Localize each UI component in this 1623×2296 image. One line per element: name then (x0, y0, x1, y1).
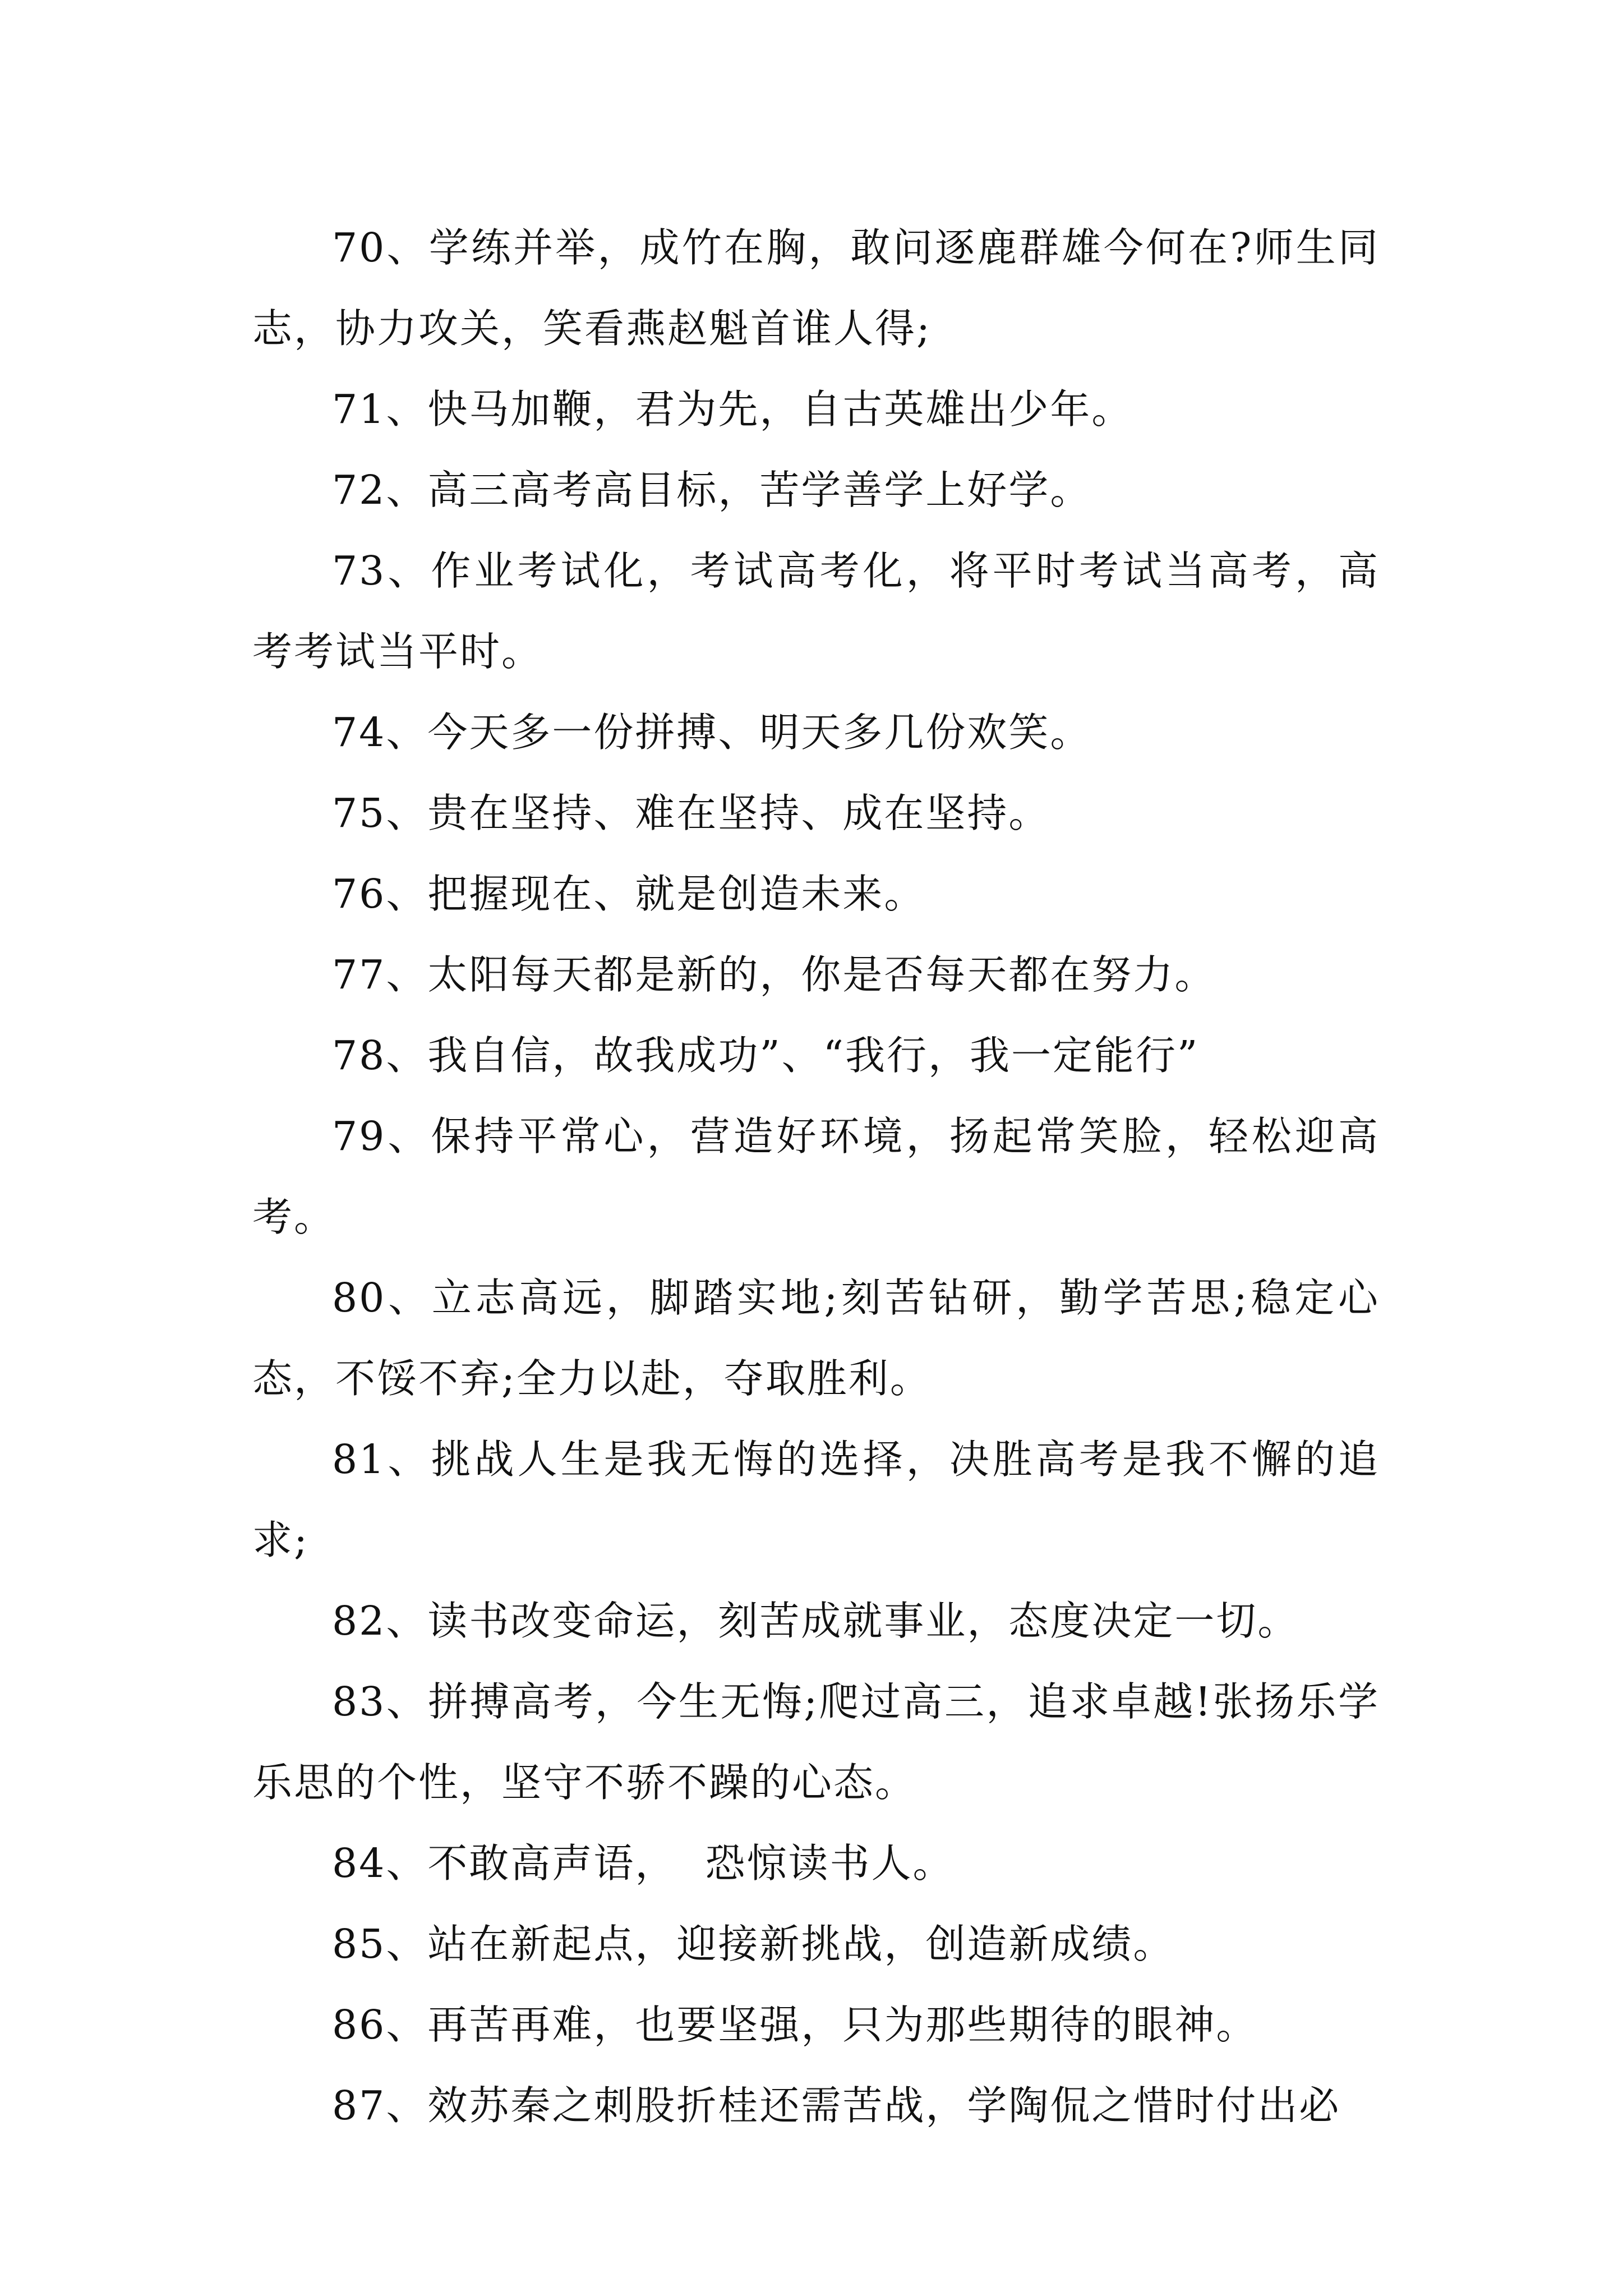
paragraph-76: 76、把握现在、就是创造未来。 (332, 871, 926, 917)
paragraph-84: 84、不敢高声语， 恐惊读书人。 (332, 1840, 955, 1887)
paragraph-71: 71、快马加鞭，君为先，自古英雄出少年。 (332, 386, 1133, 432)
paragraph-75: 75、贵在坚持、难在坚持、成在坚持。 (332, 790, 1050, 836)
paragraph-72: 72、高三高考高目标，苦学善学上好学。 (332, 467, 1092, 513)
paragraph-74: 74、今天多一份拼搏、明天多几份欢笑。 (332, 709, 1092, 756)
document-body (252, 208, 1380, 2146)
paragraph-80: 80、立志高远，脚踏实地;刻苦钻研，勤学苦思;稳定心态，不馁不弃;全力以赴，夺取胜利。 (252, 1274, 1380, 1402)
paragraph-70: 70、学练并举，成竹在胸，敢问逐鹿群雄今何在?师生同志，协力攻关，笑看燕赵魁首谁人得; (252, 224, 1380, 352)
paragraph-87: 87、效苏秦之刺股折桂还需苦战，学陶侃之惜时付出必 (332, 2082, 1341, 2129)
paragraph-81: 81、挑战人生是我无悔的选择，决胜高考是我不懈的追求; (252, 1436, 1380, 1563)
paragraph-77: 77、太阳每天都是新的，你是否每天都在努力。 (332, 951, 1216, 998)
paragraph-86: 86、再苦再难，也要坚强，只为那些期待的眼神。 (332, 2001, 1258, 2048)
paragraph-82: 82、读书改变命运，刻苦成就事业，态度决定一切。 (332, 1598, 1299, 1644)
paragraph-83: 83、拼搏高考，今生无悔;爬过高三，追求卓越!张扬乐学乐思的个性，坚守不骄不躁的心态。 (252, 1678, 1380, 1806)
paragraph-78: 78、我自信，故我成功”、“我行，我一定能行” (332, 1032, 1200, 1079)
paragraph-73: 73、作业考试化，考试高考化，将平时考试当高考，高考考试当平时。 (252, 547, 1380, 675)
paragraph-79: 79、保持平常心，营造好环境，扬起常笑脸，轻松迎高考。 (252, 1113, 1380, 1240)
paragraph-85: 85、站在新起点，迎接新挑战，创造新成绩。 (332, 1921, 1175, 1967)
